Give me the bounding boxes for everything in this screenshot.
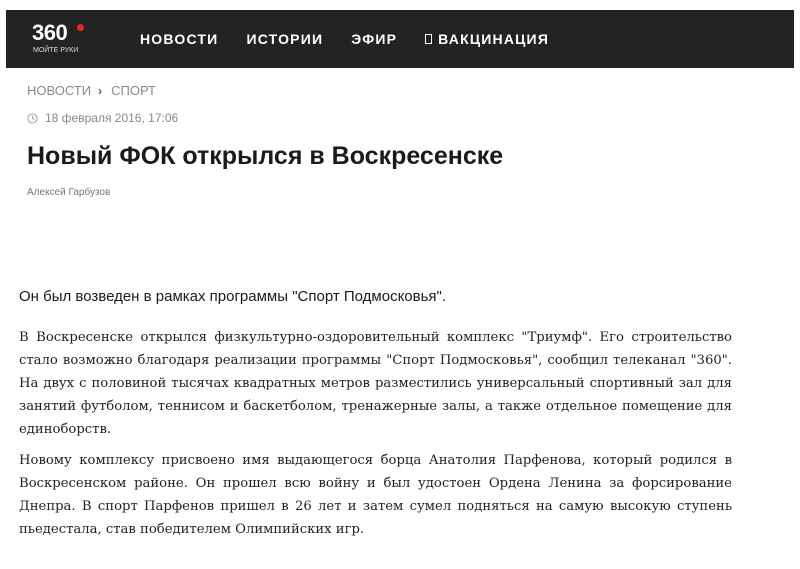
nav-item-stories[interactable]: [246, 31, 323, 47]
breadcrumb-item-news[interactable]: НОВОСТИ: [27, 83, 92, 98]
logo-dot: [77, 24, 84, 31]
top-navigation-bar: [6, 10, 794, 68]
nav-item-news[interactable]: [140, 31, 218, 47]
breadcrumb: [27, 83, 156, 98]
main-nav: [140, 10, 577, 68]
nav-item-vaccination[interactable]: [425, 31, 549, 47]
logo-number: 360: [32, 20, 68, 45]
site-logo[interactable]: [32, 22, 90, 58]
publish-date: 18 февраля 2016, 17:06: [45, 111, 179, 125]
nav-item-label: ВАКЦИНАЦИЯ: [438, 31, 550, 47]
breadcrumb-separator-icon: ›: [98, 83, 103, 98]
nav-item-label: ИСТОРИИ: [246, 31, 324, 47]
article-paragraph: Новому комплексу присвоено имя выдающегося борца Анатолия Парфенова, который родился в Воскресенском районе. Он прошел всю войну и был удостоен Ордена Ленина за форсирование Днепра. В спорт Парфенов пришел в 26 лет и затем сумел подняться на самую высокую ступень пьедестала, став победителем Олимпийских игр.: [19, 453, 732, 537]
logo-tagline: МОЙТЕ РУКИ: [33, 47, 79, 54]
vaccine-icon: [425, 34, 432, 44]
nav-item-live[interactable]: [351, 31, 397, 47]
clock-icon: [27, 113, 38, 124]
nav-item-label: ЭФИР: [351, 31, 398, 47]
article-author[interactable]: Алексей Гарбузов: [27, 187, 111, 198]
article-paragraph: В Воскресенске открылся физкультурно-оздоровительный комплекс "Триумф". Его строительство стало возможно благодаря реализации программы "Спорт Подмосковья", сообщил телеканал "360". На двух с половиной тысячах квадратных метров разместились универсальный спортивный зал для занятий футболом, теннисом и баскетболом, тренажерные залы, а также отдельное помещение для единоборств.: [19, 330, 732, 437]
article-lead: Он был возведен в рамках программы "Спорт Подмосковья".: [19, 288, 447, 305]
breadcrumb-item-sport[interactable]: СПОРТ: [111, 83, 156, 98]
article-title: Новый ФОК открылся в Воскресенске: [27, 142, 504, 170]
publish-date-row: [27, 111, 178, 125]
nav-item-label: НОВОСТИ: [140, 31, 219, 47]
